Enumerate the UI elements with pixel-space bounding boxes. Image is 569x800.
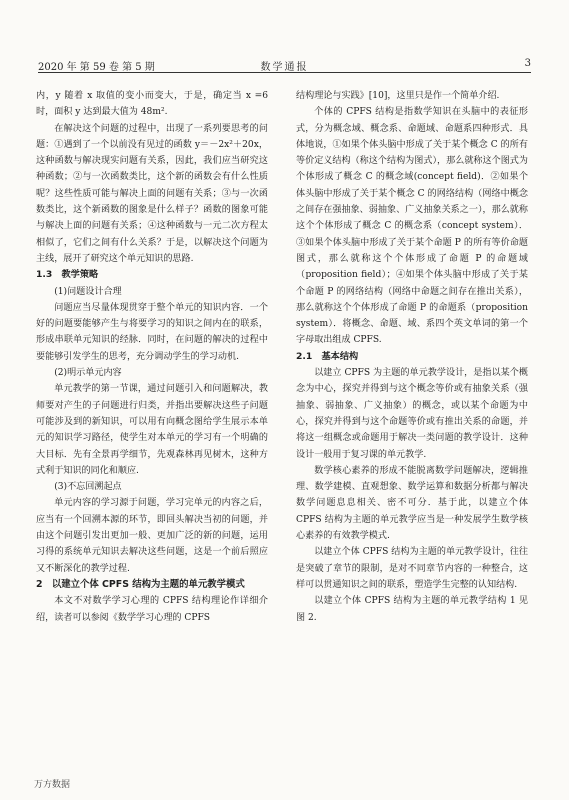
- paragraph: 以建立 CPFS 为主题的单元教学设计，是指以某个概念为中心，探究并得到与这个概念等价或有抽象关系（强抽象、弱抽象、广义抽象）的概念，或以某个命题为中心，探究并得到与这个命题等价或有推出关系的命题，并将这一组概念或命题用于解决一类问题的教学设计．这种设计一般用于复习课的单元教学.: [296, 368, 528, 460]
- running-header: [38, 56, 531, 73]
- paragraph: 单元内容的学习源于问题，学习完单元的内容之后，应当有一个回溯本源的环节，即回头解决当初的问题，并由这个问题引发出更加一般、更加广泛的新的问题，运用习得的系统单元知识去解决这些问题，这是一个前后照应又不断深化的教学过程.: [36, 498, 268, 574]
- paragraph: 问题应当尽量体现贯穿于整个单元的知识内容．一个好的问题要能够产生与将要学习的知识之间内在的联系，形成串联单元知识的经脉．同时，在问题的解决的过程中要能够引发学生的思考，充分调动学生的学习动机.: [36, 302, 268, 362]
- left-column: [36, 88, 268, 626]
- paragraph: 个体的 CPFS 结构是指数学知识在头脑中的表征形式，分为概念域、概念系、命题域、命题系四种形式．具体地说，①如果个体头脑中形成了关于某个概念 C 的所有等价定义结构（称这个结构为图式），那么就称这个图式为个体形成了概念 C 的概念域(concept field)．②如果个体头脑中形成了关于某个概念 C 的网络结构（网络中概念之间存在强抽象、弱抽象、广义抽象关系之一），那么就称这个个体形成了概念 C 的概念系（concept system）．③如果个体头脑中形成了关于某个命题 P 的所有等价命题图式，那么就称这个个体形成了命题 P 的命题域（proposition field）；④如果个体头脑中形成了关于某个命题 P 的网络结构（网络中命题之间存在推出关系），那么就称这个个体形成了命题 P 的命题系（proposition system）．将概念、命题、域、系四个英文单词的第一个字母取出组成 CPFS.: [296, 107, 528, 346]
- numbered-subheading: (2)明示单元内容: [54, 368, 122, 379]
- paragraph: 数学核心素养的形成不能脱离数学问题解决，逻辑推理、数学建模、直观想象、数学运算和数据分析都与解决数学问题息息相关、密不可分．基于此，以建立个体 CPFS 结构为主题的单元教学应当是一种发展学生数学核心素养的有效教学模式.: [296, 465, 528, 542]
- subsection-heading: 1.3 教学策略: [36, 269, 99, 281]
- journal-issue: 2020 年 第 59 卷 第 5 期: [38, 62, 155, 73]
- subsection-heading: 2.1 基本结构: [296, 350, 359, 362]
- numbered-subheading: (1)问题设计合理: [54, 286, 122, 297]
- section-heading: 2 以建立个体 CPFS 结构为主题的单元教学模式: [36, 578, 245, 590]
- paragraph: 结构理论与实践》[10]，这里只是作一个简单介绍.: [296, 91, 500, 101]
- journal-title: 数学通报: [260, 62, 309, 73]
- watermark-footer: 万方数据: [34, 780, 71, 790]
- right-column: [296, 88, 528, 626]
- paragraph: 以建立个体 CPFS 结构为主题的单元教学结构 1 见图 2.: [296, 596, 528, 623]
- paragraph: 单元教学的第一节课，通过问题引入和问题解决，教师要对产生的子问题进行归类，并指出要解决这些子问题可能涉及到的新知识，可以用有向概念图给学生展示本单元的知识学习路径，使学生对本单元的学习有一个明确的大目标．先有全景再学细节，先观森林再见树木，这种方式利于知识的同化和顺应.: [36, 384, 268, 476]
- paragraph: 在解决这个问题的过程中，出现了一系列要思考的问题：①遇到了一个以前没有见过的函数 y＝－2x²＋20x，这种函数与解决现实问题有关系，因此，我们应当研究这种函数；②与一次函数类比，这个新的函数会有什么性质呢？这些性质可能与解决上面的问题有关系；③与一次函数类比，这个新函数的图象是什么样子？函数的图象可能与解决上面的问题有关系；④这种函数与一元二次方程太相似了，它们之间有什么关系？于是，以解决这个问题为主线，展开了研究这个单元知识的思路.: [36, 123, 268, 264]
- paragraph: 内，y 随着 x 取值的变小而变大，于是，确定当 x =6 时，面积 y 达到最大值为 48m².: [36, 91, 268, 118]
- paragraph: 以建立个体 CPFS 结构为主题的单元教学设计，往往是突破了章节的限制，是对不同章节内容的一种整合，这样可以贯通知识之间的联系，塑造学生完整的认知结构.: [296, 547, 528, 590]
- page-number: 3: [524, 58, 531, 69]
- numbered-subheading: (3)不忘回溯起点: [54, 482, 122, 493]
- paragraph: 本文不对数学学习心理的 CPFS 结构理论作详细介绍，读者可以参阅《数学学习心理的 CPFS: [36, 596, 268, 623]
